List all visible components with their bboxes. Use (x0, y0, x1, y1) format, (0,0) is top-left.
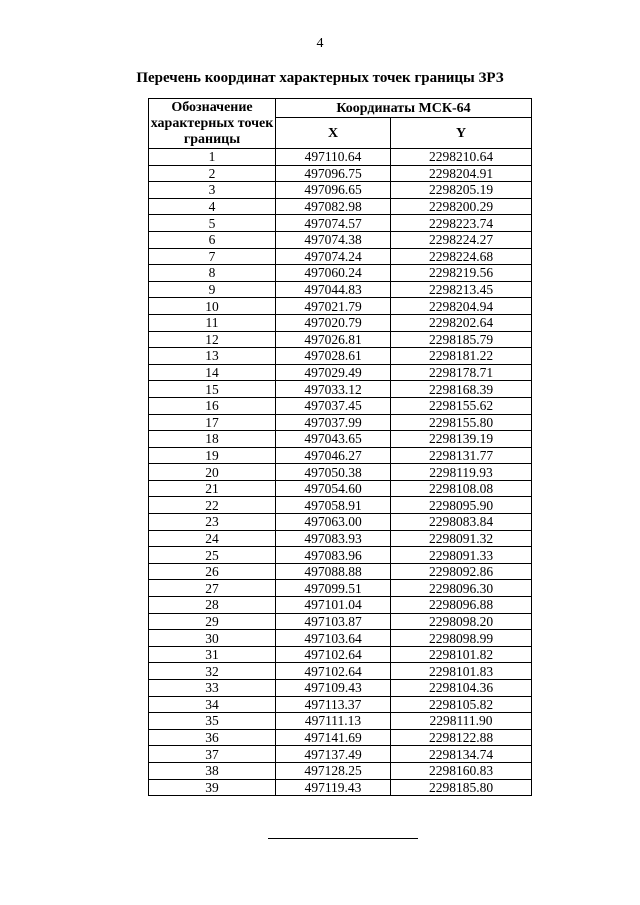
y-coordinate-cell: 2298219.56 (391, 265, 532, 282)
x-coordinate-cell: 497111.13 (276, 713, 391, 730)
y-coordinate-cell: 2298105.82 (391, 696, 532, 713)
table-body (149, 149, 532, 796)
x-coordinate-cell: 497102.64 (276, 663, 391, 680)
page-number: 4 (316, 36, 324, 51)
x-coordinate-cell: 497082.98 (276, 198, 391, 215)
x-coordinate-cell: 497060.24 (276, 265, 391, 282)
footer-divider (268, 838, 418, 839)
point-number-cell: 18 (149, 431, 276, 448)
y-coordinate-cell: 2298091.33 (391, 547, 532, 564)
table-row (149, 779, 532, 796)
point-number-cell: 12 (149, 331, 276, 348)
y-coordinate-cell: 2298101.82 (391, 646, 532, 663)
x-coordinate-cell: 497083.93 (276, 530, 391, 547)
table-row (149, 198, 532, 215)
table-row (149, 713, 532, 730)
y-coordinate-cell: 2298155.62 (391, 397, 532, 414)
x-coordinate-cell: 497074.57 (276, 215, 391, 232)
table-row (149, 680, 532, 697)
x-coordinate-cell: 497044.83 (276, 281, 391, 298)
x-coordinate-cell: 497074.38 (276, 231, 391, 248)
table-row (149, 348, 532, 365)
table-row (149, 414, 532, 431)
table-row (149, 746, 532, 763)
table-row (149, 630, 532, 647)
x-coordinate-cell: 497050.38 (276, 464, 391, 481)
point-number-cell: 20 (149, 464, 276, 481)
table-row (149, 447, 532, 464)
header-x: X (276, 118, 391, 149)
table-row (149, 331, 532, 348)
point-number-cell: 22 (149, 497, 276, 514)
x-coordinate-cell: 497043.65 (276, 431, 391, 448)
x-coordinate-cell: 497103.64 (276, 630, 391, 647)
y-coordinate-cell: 2298224.27 (391, 231, 532, 248)
y-coordinate-cell: 2298185.79 (391, 331, 532, 348)
y-coordinate-cell: 2298210.64 (391, 149, 532, 166)
x-coordinate-cell: 497026.81 (276, 331, 391, 348)
point-number-cell: 29 (149, 613, 276, 630)
y-coordinate-cell: 2298083.84 (391, 514, 532, 531)
x-coordinate-cell: 497028.61 (276, 348, 391, 365)
table-row (149, 597, 532, 614)
x-coordinate-cell: 497020.79 (276, 314, 391, 331)
table-row (149, 314, 532, 331)
point-number-cell: 16 (149, 397, 276, 414)
x-coordinate-cell: 497083.96 (276, 547, 391, 564)
x-coordinate-cell: 497063.00 (276, 514, 391, 531)
y-coordinate-cell: 2298134.74 (391, 746, 532, 763)
x-coordinate-cell: 497102.64 (276, 646, 391, 663)
point-number-cell: 6 (149, 231, 276, 248)
table-row (149, 696, 532, 713)
x-coordinate-cell: 497037.45 (276, 397, 391, 414)
y-coordinate-cell: 2298096.30 (391, 580, 532, 597)
table-row (149, 182, 532, 199)
y-coordinate-cell: 2298185.80 (391, 779, 532, 796)
point-number-cell: 34 (149, 696, 276, 713)
x-coordinate-cell: 497054.60 (276, 480, 391, 497)
y-coordinate-cell: 2298091.32 (391, 530, 532, 547)
y-coordinate-cell: 2298204.94 (391, 298, 532, 315)
point-number-cell: 10 (149, 298, 276, 315)
point-number-cell: 37 (149, 746, 276, 763)
point-number-cell: 24 (149, 530, 276, 547)
table-row (149, 480, 532, 497)
table-row (149, 298, 532, 315)
point-number-cell: 21 (149, 480, 276, 497)
point-number-cell: 4 (149, 198, 276, 215)
point-number-cell: 36 (149, 729, 276, 746)
y-coordinate-cell: 2298098.20 (391, 613, 532, 630)
x-coordinate-cell: 497029.49 (276, 364, 391, 381)
point-number-cell: 30 (149, 630, 276, 647)
table-header (149, 99, 532, 149)
x-coordinate-cell: 497096.65 (276, 182, 391, 199)
point-number-cell: 35 (149, 713, 276, 730)
point-number-cell: 15 (149, 381, 276, 398)
y-coordinate-cell: 2298155.80 (391, 414, 532, 431)
y-coordinate-cell: 2298101.83 (391, 663, 532, 680)
point-number-cell: 26 (149, 563, 276, 580)
x-coordinate-cell: 497101.04 (276, 597, 391, 614)
point-number-cell: 11 (149, 314, 276, 331)
y-coordinate-cell: 2298181.22 (391, 348, 532, 365)
table-row (149, 646, 532, 663)
table-row (149, 248, 532, 265)
x-coordinate-cell: 497141.69 (276, 729, 391, 746)
y-coordinate-cell: 2298160.83 (391, 762, 532, 779)
point-number-cell: 28 (149, 597, 276, 614)
table-row (149, 547, 532, 564)
y-coordinate-cell: 2298178.71 (391, 364, 532, 381)
point-number-cell: 38 (149, 762, 276, 779)
header-coordinates-group: Координаты МСК-64 (276, 99, 532, 118)
x-coordinate-cell: 497110.64 (276, 149, 391, 166)
y-coordinate-cell: 2298131.77 (391, 447, 532, 464)
table-row (149, 514, 532, 531)
y-coordinate-cell: 2298104.36 (391, 680, 532, 697)
x-coordinate-cell: 497109.43 (276, 680, 391, 697)
point-number-cell: 39 (149, 779, 276, 796)
x-coordinate-cell: 497137.49 (276, 746, 391, 763)
document-title: Перечень координат характерных точек границы ЗРЗ (136, 70, 504, 86)
y-coordinate-cell: 2298098.99 (391, 630, 532, 647)
table-row (149, 281, 532, 298)
table-row (149, 613, 532, 630)
table-row (149, 431, 532, 448)
table-row (149, 663, 532, 680)
y-coordinate-cell: 2298139.19 (391, 431, 532, 448)
point-number-cell: 8 (149, 265, 276, 282)
point-number-cell: 23 (149, 514, 276, 531)
y-coordinate-cell: 2298096.88 (391, 597, 532, 614)
table-row (149, 381, 532, 398)
point-number-cell: 19 (149, 447, 276, 464)
x-coordinate-cell: 497099.51 (276, 580, 391, 597)
point-number-cell: 33 (149, 680, 276, 697)
table-row (149, 364, 532, 381)
point-number-cell: 1 (149, 149, 276, 166)
x-coordinate-cell: 497103.87 (276, 613, 391, 630)
y-coordinate-cell: 2298205.19 (391, 182, 532, 199)
y-coordinate-cell: 2298204.91 (391, 165, 532, 182)
table-row (149, 215, 532, 232)
x-coordinate-cell: 497088.88 (276, 563, 391, 580)
y-coordinate-cell: 2298224.68 (391, 248, 532, 265)
y-coordinate-cell: 2298119.93 (391, 464, 532, 481)
table-row (149, 149, 532, 166)
point-number-cell: 3 (149, 182, 276, 199)
x-coordinate-cell: 497074.24 (276, 248, 391, 265)
table-row (149, 729, 532, 746)
table-row (149, 165, 532, 182)
point-number-cell: 9 (149, 281, 276, 298)
x-coordinate-cell: 497096.75 (276, 165, 391, 182)
point-number-cell: 32 (149, 663, 276, 680)
x-coordinate-cell: 497021.79 (276, 298, 391, 315)
y-coordinate-cell: 2298223.74 (391, 215, 532, 232)
table-row (149, 530, 532, 547)
point-number-cell: 5 (149, 215, 276, 232)
y-coordinate-cell: 2298122.88 (391, 729, 532, 746)
table-row (149, 231, 532, 248)
y-coordinate-cell: 2298168.39 (391, 381, 532, 398)
point-number-cell: 25 (149, 547, 276, 564)
table-row (149, 580, 532, 597)
y-coordinate-cell: 2298202.64 (391, 314, 532, 331)
y-coordinate-cell: 2298213.45 (391, 281, 532, 298)
table-row (149, 265, 532, 282)
point-number-cell: 17 (149, 414, 276, 431)
point-number-cell: 13 (149, 348, 276, 365)
point-number-cell: 2 (149, 165, 276, 182)
y-coordinate-cell: 2298200.29 (391, 198, 532, 215)
x-coordinate-cell: 497128.25 (276, 762, 391, 779)
table-row (149, 464, 532, 481)
x-coordinate-cell: 497113.37 (276, 696, 391, 713)
x-coordinate-cell: 497046.27 (276, 447, 391, 464)
header-y: Y (391, 118, 532, 149)
x-coordinate-cell: 497119.43 (276, 779, 391, 796)
table-row (149, 762, 532, 779)
point-number-cell: 27 (149, 580, 276, 597)
y-coordinate-cell: 2298108.08 (391, 480, 532, 497)
y-coordinate-cell: 2298095.90 (391, 497, 532, 514)
point-number-cell: 7 (149, 248, 276, 265)
y-coordinate-cell: 2298092.86 (391, 563, 532, 580)
coordinates-table (148, 98, 532, 796)
table-row (149, 397, 532, 414)
header-point-label: Обозначение характерных точек границы (149, 99, 276, 149)
x-coordinate-cell: 497058.91 (276, 497, 391, 514)
x-coordinate-cell: 497033.12 (276, 381, 391, 398)
x-coordinate-cell: 497037.99 (276, 414, 391, 431)
table-row (149, 563, 532, 580)
y-coordinate-cell: 2298111.90 (391, 713, 532, 730)
point-number-cell: 31 (149, 646, 276, 663)
table-row (149, 497, 532, 514)
point-number-cell: 14 (149, 364, 276, 381)
